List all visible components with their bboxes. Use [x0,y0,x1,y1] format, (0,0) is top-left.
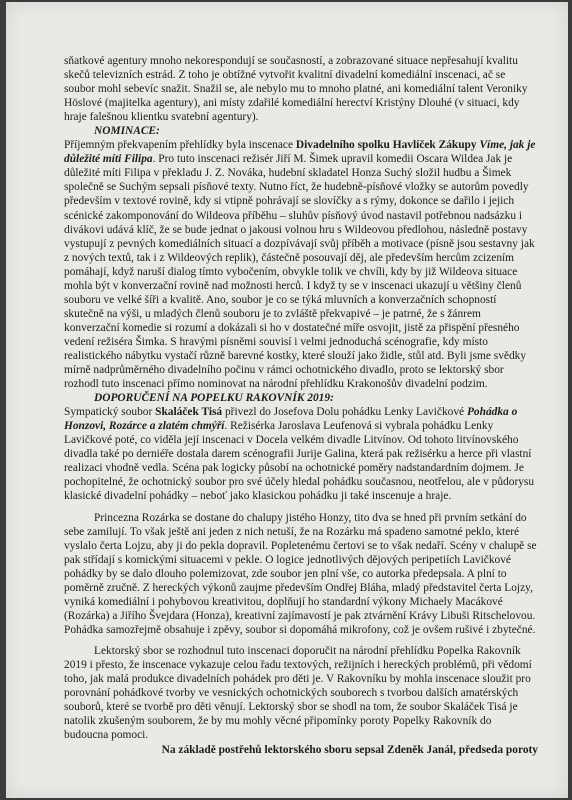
nomination-group: Divadelního spolku Havlíček Zákupy [295,139,477,152]
document-body [64,54,538,757]
heading-nomination: NOMINACE: [94,125,160,138]
signature: Na základě postřehů lektorského sboru sepsal Zdeněk Janál, předseda poroty [161,744,538,757]
nomination-text: . Pro tuto inscenaci režisér Jiří M. Šimek upravil komedii Oscara Wildea Jak je důležité míti Filipa v překladu J. Z. Nováka, hudební skladatel Honza Suchý složil hudbu a Šimek společně se Suchým sepsali písňové texty. Nutno říct, že hudebně-písňové vložky se autorům povedly především v textové rovině, kdy si vtipně pohrávají se slovíčky a s rýmy, dokonce se dařilo i jejich scénické zakomponování do Wildeova příběhu – sluhův písňový úvod nastavil potřebnou nadsázku i divákovi udává klíč, že se bude jednat o jakousi volnou hru s Wildeovou předlohou, následně postavy vystupují z pevných komediálních situací a dozpívávají svůj příběh a motivace (písně jsou sestavny jak z nových textů, tak i z Wildeových replik), částečně posouvají děj, ale především hercům zcizením pomáhají, když naruší dialog tímto vybočením, obvykle tolik ve chvíli, kdy by již Wildeova situace mohla být v konverzační rovině nad možnosti herců. I když ty se v inscenaci ukazují u většiny členů souboru ve velké šíři a kvalitě. Ano, soubor je co se týká mluvních a konverzačních schopností skutečně na výši, u mladých členů souboru je to zvláště překvapivé – je patrné, že s žánrem konverzační komedie si rozumí a dokázali si ho v dostatečné míře osvojit, jistě za přispění přesného vedení režiséra Šimka. S hravými písněmi souvisí i velmi jednoduchá scénografie, kdy místo realistického nábytku vystačí různě barevné kostky, které slouží jako židle, stůl atd. Byli jsme svědky mírně nadprůměrného divadelního počinu v rámci ochotnického divadlo, proto se lektorský sbor rozhodl tuto inscenaci přímo nominovat na národní přehlídku Krakonošův divadelní podzim. [64,153,535,391]
recommendation-lead: Sympatický soubor [64,406,156,419]
recommendation-text: . Režisérka Jaroslava Leufenová si vybrala pohádku Lenky Lavičkové poté, co viděla její inscenaci v Docela velkém divadle Litvínov. Od tohoto litvínovského divadla také po derniéře dostala darem scénografii Jurije Galina, která pak režisérku a herce při vlastní realizaci vhodně vedla. Scéna pak logicky působí na ochotnické poměry nadstandardním dojmem. Je pochopitelné, že ochotnický soubor pro své účely hledal pohádku současnou, neotřelou, ale v půdorysu klasické divadelní pohádky – neboť jako klasickou pohádku ji také inscenuje a hraje. [64,420,535,503]
paper-sheet [6,2,568,798]
recommendation-paragraph-1 [64,405,538,503]
intro-paragraph: sňatkové agentury mnoho nekorespondují se současností, a zobrazované situace nepřesahují kvalitu skečů televizních estrád. Z toho je obtížné vytvořit kvalitní divadelní komediální inscenaci, ač se soubor mohl sebevíc snažit. Snažil se, ale nebylo mu to mnoho platné, ani komediální talent Veroniky Höslové (majitelka agentury), ani místy zdařilé komediální herectví Kristýny Dlouhé (v situaci, kdy hraje falešnou klientku svatební agentury). [64,55,528,124]
recommendation-paragraph-2: Princezna Rozárka se dostane do chalupy jistého Honzy, tito dva se hned při prvním setkání do sebe zamilují. To však ještě ani jeden z nich netuší, že na Rozárku má spadeno samotné peklo, které vyslalo čerta Lojzu, aby ji do pekla dopravil. Popletenému čertovi se to však nedaří. Scény v chalupě se pak střídají s komickými situacemi v pekle. O logice jednotlivých dějových peripetiích Lavičkové pohádky by se dalo dlouho polemizovat, zde soubor jen plní vše, co autorka předepsala. A plní to poměrně zručně. Z hereckých výkonů zaujme především Ondřej Bláha, mladý představitel čerta Lojzy, vyniká komediální i pohybovou kreativitou, doplňují ho standardní výkony Michaely Macákové (Rozárka) a Jiřího Švejdara (Honza), kreativní zajímavostí je pak ztvárnění Krávy Libuši Ritschelovou. Pohádka samozřejmě obsahuje i zpěvy, soubor si dopomáhá mikrofony, což je ovšem rušivé i zbytečné. [64,511,537,636]
recommendation-title: Pohádka o Honzovi, Rozárce a zlatém chmýří [64,406,518,433]
heading-recommendation: DOPORUČENÍ NA POPELKU RAKOVNÍK 2019: [94,392,334,405]
nomination-paragraph [64,138,538,391]
recommendation-paragraph-3: Lektorský sbor se rozhodnul tuto inscenaci doporučit na národní přehlídku Popelka Rakovník 2019 i přesto, že inscenace vykazuje celou řadu textových, režijních i hereckých problémů, při vědomí toho, jak malá produkce divadelních pohádek pro děti je. V Rakovníku by mohla inscenace sloužit pro porovnání pohádkové tvorby ve vesnických ochotnických souborech s tvorbou dalších amatérských souborů, které se tvorbě pro děti věnují. Lektorský sbor se shodl na tom, že soubor Skaláček Tisá je natolik zkušeným souborem, že by mu mohly věcné připomínky poroty Popelky Rakovník do budoucna pomoci. [64,644,532,742]
nomination-title: Víme, jak je důležité míti Filipa [64,139,536,166]
recommendation-group: Skaláček Tisá [155,406,223,419]
recommendation-mid: přivezl do Josefova Dolu pohádku Lenky Lavičkové [222,406,467,419]
nomination-lead: Příjemným překvapením přehlídky byla inscenace [64,139,296,152]
